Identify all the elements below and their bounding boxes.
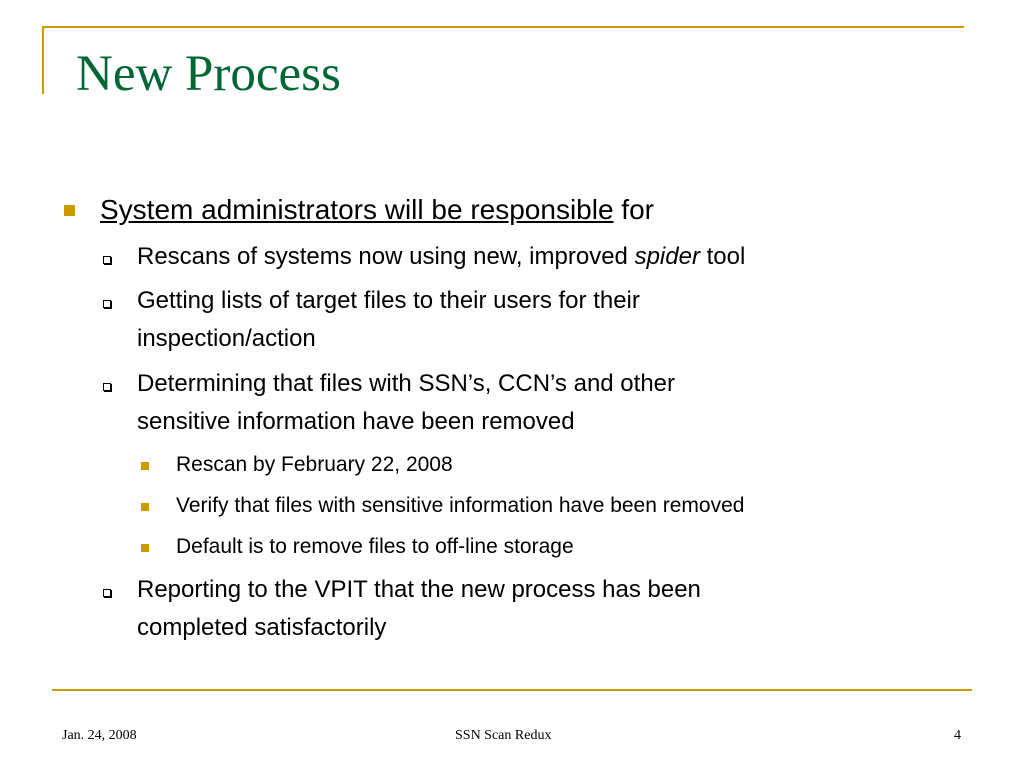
slide-title: New Process bbox=[76, 46, 341, 102]
bullet-sub2-line1: Getting lists of target files to their users for their bbox=[137, 287, 640, 314]
bullet-main-rest: for bbox=[613, 194, 654, 225]
bullet-sub4-line1: Reporting to the VPIT that the new process has been bbox=[137, 576, 701, 603]
page-number: 4 bbox=[954, 728, 961, 743]
bullet-sub3-line1: Determining that files with SSN’s, CCN’s and other bbox=[137, 370, 676, 397]
footer-date: Jan. 24, 2008 bbox=[62, 728, 137, 743]
bullet-sub4-line2: completed satisfactorily bbox=[137, 614, 387, 641]
level3-bullet-marker bbox=[141, 544, 149, 552]
bullet-sub1-italic: spider bbox=[634, 243, 700, 270]
bullet-sub1-after: tool bbox=[699, 243, 746, 270]
bullet-sub3-line2: sensitive information have been removed bbox=[137, 408, 575, 435]
hollow-bullet-icon bbox=[103, 256, 111, 264]
footer-title: SSN Scan Redux bbox=[455, 728, 552, 743]
slide-frame-top bbox=[42, 26, 964, 28]
bullet-main bbox=[100, 193, 654, 227]
slide-frame-vertical bbox=[42, 26, 44, 94]
hollow-bullet-icon bbox=[103, 383, 111, 391]
bullet-level3-item: Rescan by February 22, 2008 bbox=[176, 453, 453, 476]
bullet-sub1 bbox=[137, 238, 745, 276]
level3-bullet-marker bbox=[141, 503, 149, 511]
hollow-bullet-icon bbox=[103, 589, 111, 597]
level1-bullet-marker bbox=[64, 205, 75, 216]
bullet-sub2-line2: inspection/action bbox=[137, 325, 316, 352]
bullet-main-underlined: System administrators will be responsible bbox=[100, 194, 614, 225]
level3-bullet-marker bbox=[141, 462, 149, 470]
footer-divider bbox=[52, 689, 972, 691]
bullet-level3-item: Verify that files with sensitive information have been removed bbox=[176, 494, 745, 517]
bullet-sub1-before: Rescans of systems now using new, improved bbox=[137, 243, 635, 270]
bullet-level3-item: Default is to remove files to off-line storage bbox=[176, 535, 574, 558]
hollow-bullet-icon bbox=[103, 300, 111, 308]
